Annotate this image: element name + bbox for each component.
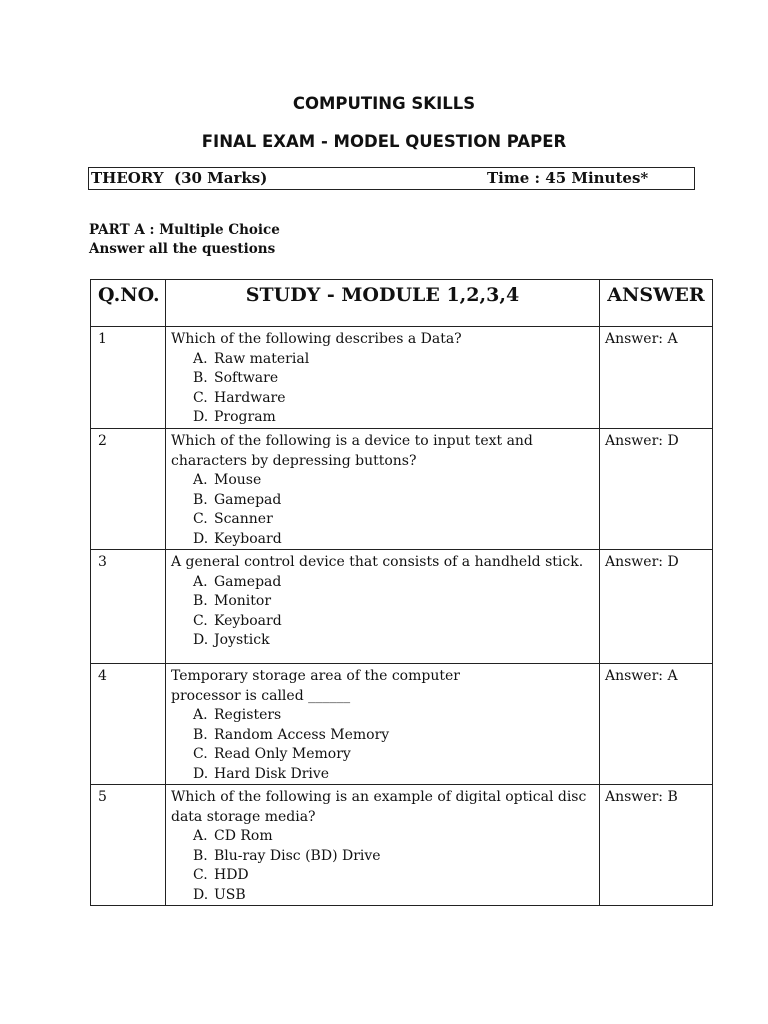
exam-info-box	[88, 167, 695, 190]
option-item	[193, 886, 599, 906]
answer-cell: Answer: B	[600, 785, 713, 906]
option-text: Program	[214, 409, 276, 425]
question-text: Which of the following is a device to input text and characters by depressing buttons?	[171, 433, 533, 469]
option-letter: D.	[193, 409, 209, 425]
theory-marks-label: THEORY (30 Marks)	[91, 169, 268, 187]
option-text: Keyboard	[214, 530, 282, 547]
option-text: Gamepad	[214, 491, 282, 508]
option-letter: D.	[193, 765, 209, 782]
option-item	[193, 491, 599, 511]
question-cell	[166, 664, 600, 785]
option-text: Gamepad	[214, 573, 282, 590]
option-letter: A.	[193, 350, 208, 367]
option-letter: B.	[193, 370, 208, 386]
options-list	[171, 573, 599, 651]
option-item	[193, 573, 599, 593]
table-header-row	[91, 280, 713, 327]
option-letter: A.	[193, 472, 208, 488]
option-item	[193, 369, 599, 389]
question-text: Which of the following is an example of digital optical disc data storage media?	[171, 789, 587, 825]
table-row	[91, 664, 713, 785]
question-text: A general control device that consists of a handheld stick.	[171, 554, 584, 570]
option-item	[193, 765, 599, 785]
option-letter: A.	[193, 828, 208, 844]
option-item	[193, 847, 599, 867]
options-list	[171, 827, 599, 905]
answer-cell: Answer: D	[600, 429, 713, 550]
option-text: Scanner	[214, 511, 273, 527]
option-item	[193, 350, 599, 370]
document-subtitle: FINAL EXAM - MODEL QUESTION PAPER	[201, 132, 567, 151]
question-number: 4	[91, 664, 166, 785]
header-answer: ANSWER	[600, 280, 713, 327]
table-row	[91, 429, 713, 550]
option-item	[193, 827, 599, 847]
options-list	[171, 350, 599, 428]
option-item	[193, 726, 599, 746]
header-qno: Q.NO.	[91, 280, 166, 327]
option-item	[193, 530, 599, 550]
option-letter: B.	[193, 847, 208, 864]
question-cell	[166, 550, 600, 664]
option-text: Blu-ray Disc (BD) Drive	[214, 847, 381, 864]
question-number: 2	[91, 429, 166, 550]
option-item	[193, 471, 599, 491]
answer-cell: Answer: D	[600, 550, 713, 664]
time-limit-label: Time : 45 Minutes*	[487, 169, 649, 187]
question-cell	[166, 429, 600, 550]
option-item	[193, 745, 599, 765]
option-item	[193, 389, 599, 409]
questions-table	[90, 279, 713, 906]
option-text: Keyboard	[214, 612, 282, 629]
table-row	[91, 550, 713, 664]
instruction-text: Answer all the questions	[89, 241, 276, 257]
question-cell	[166, 327, 600, 429]
option-text: Software	[214, 370, 279, 386]
option-text: Joystick	[214, 632, 270, 648]
options-list	[171, 706, 599, 784]
option-letter: C.	[193, 511, 208, 527]
option-item	[193, 510, 599, 530]
option-text: Random Access Memory	[214, 726, 390, 743]
option-letter: A.	[193, 707, 208, 723]
option-item	[193, 408, 599, 428]
option-text: Hardware	[214, 389, 286, 406]
answer-cell: Answer: A	[600, 327, 713, 429]
part-heading: PART A : Multiple Choice	[89, 222, 280, 238]
option-letter: B.	[193, 491, 208, 508]
document-title: COMPUTING SKILLS	[292, 94, 476, 113]
option-letter: D.	[193, 886, 209, 903]
answer-cell: Answer: A	[600, 664, 713, 785]
option-item	[193, 631, 599, 651]
question-number: 3	[91, 550, 166, 664]
option-letter: C.	[193, 389, 208, 406]
question-cell	[166, 785, 600, 906]
option-letter: A.	[193, 573, 208, 590]
option-letter: D.	[193, 530, 209, 547]
options-list	[171, 471, 599, 549]
header-study: STUDY - MODULE 1,2,3,4	[166, 280, 600, 327]
option-text: Mouse	[214, 472, 262, 488]
option-text: Hard Disk Drive	[214, 765, 330, 782]
option-text: Monitor	[214, 593, 272, 609]
option-text: Read Only Memory	[214, 746, 351, 762]
option-letter: D.	[193, 632, 209, 648]
question-number: 1	[91, 327, 166, 429]
option-text: HDD	[214, 867, 249, 883]
question-text: Temporary storage area of the computer processor is called ______	[171, 668, 460, 704]
option-letter: B.	[193, 593, 208, 609]
option-letter: C.	[193, 746, 208, 762]
option-text: CD Rom	[214, 828, 273, 844]
question-text: Which of the following describes a Data?	[171, 331, 462, 347]
option-letter: B.	[193, 726, 208, 743]
option-letter: C.	[193, 612, 208, 629]
table-row	[91, 785, 713, 906]
question-number: 5	[91, 785, 166, 906]
option-item	[193, 706, 599, 726]
option-item	[193, 612, 599, 632]
table-row	[91, 327, 713, 429]
option-text: Raw material	[214, 350, 310, 367]
option-text: Registers	[214, 707, 282, 723]
option-letter: C.	[193, 867, 208, 883]
option-item	[193, 866, 599, 886]
option-text: USB	[214, 886, 246, 903]
option-item	[193, 592, 599, 612]
